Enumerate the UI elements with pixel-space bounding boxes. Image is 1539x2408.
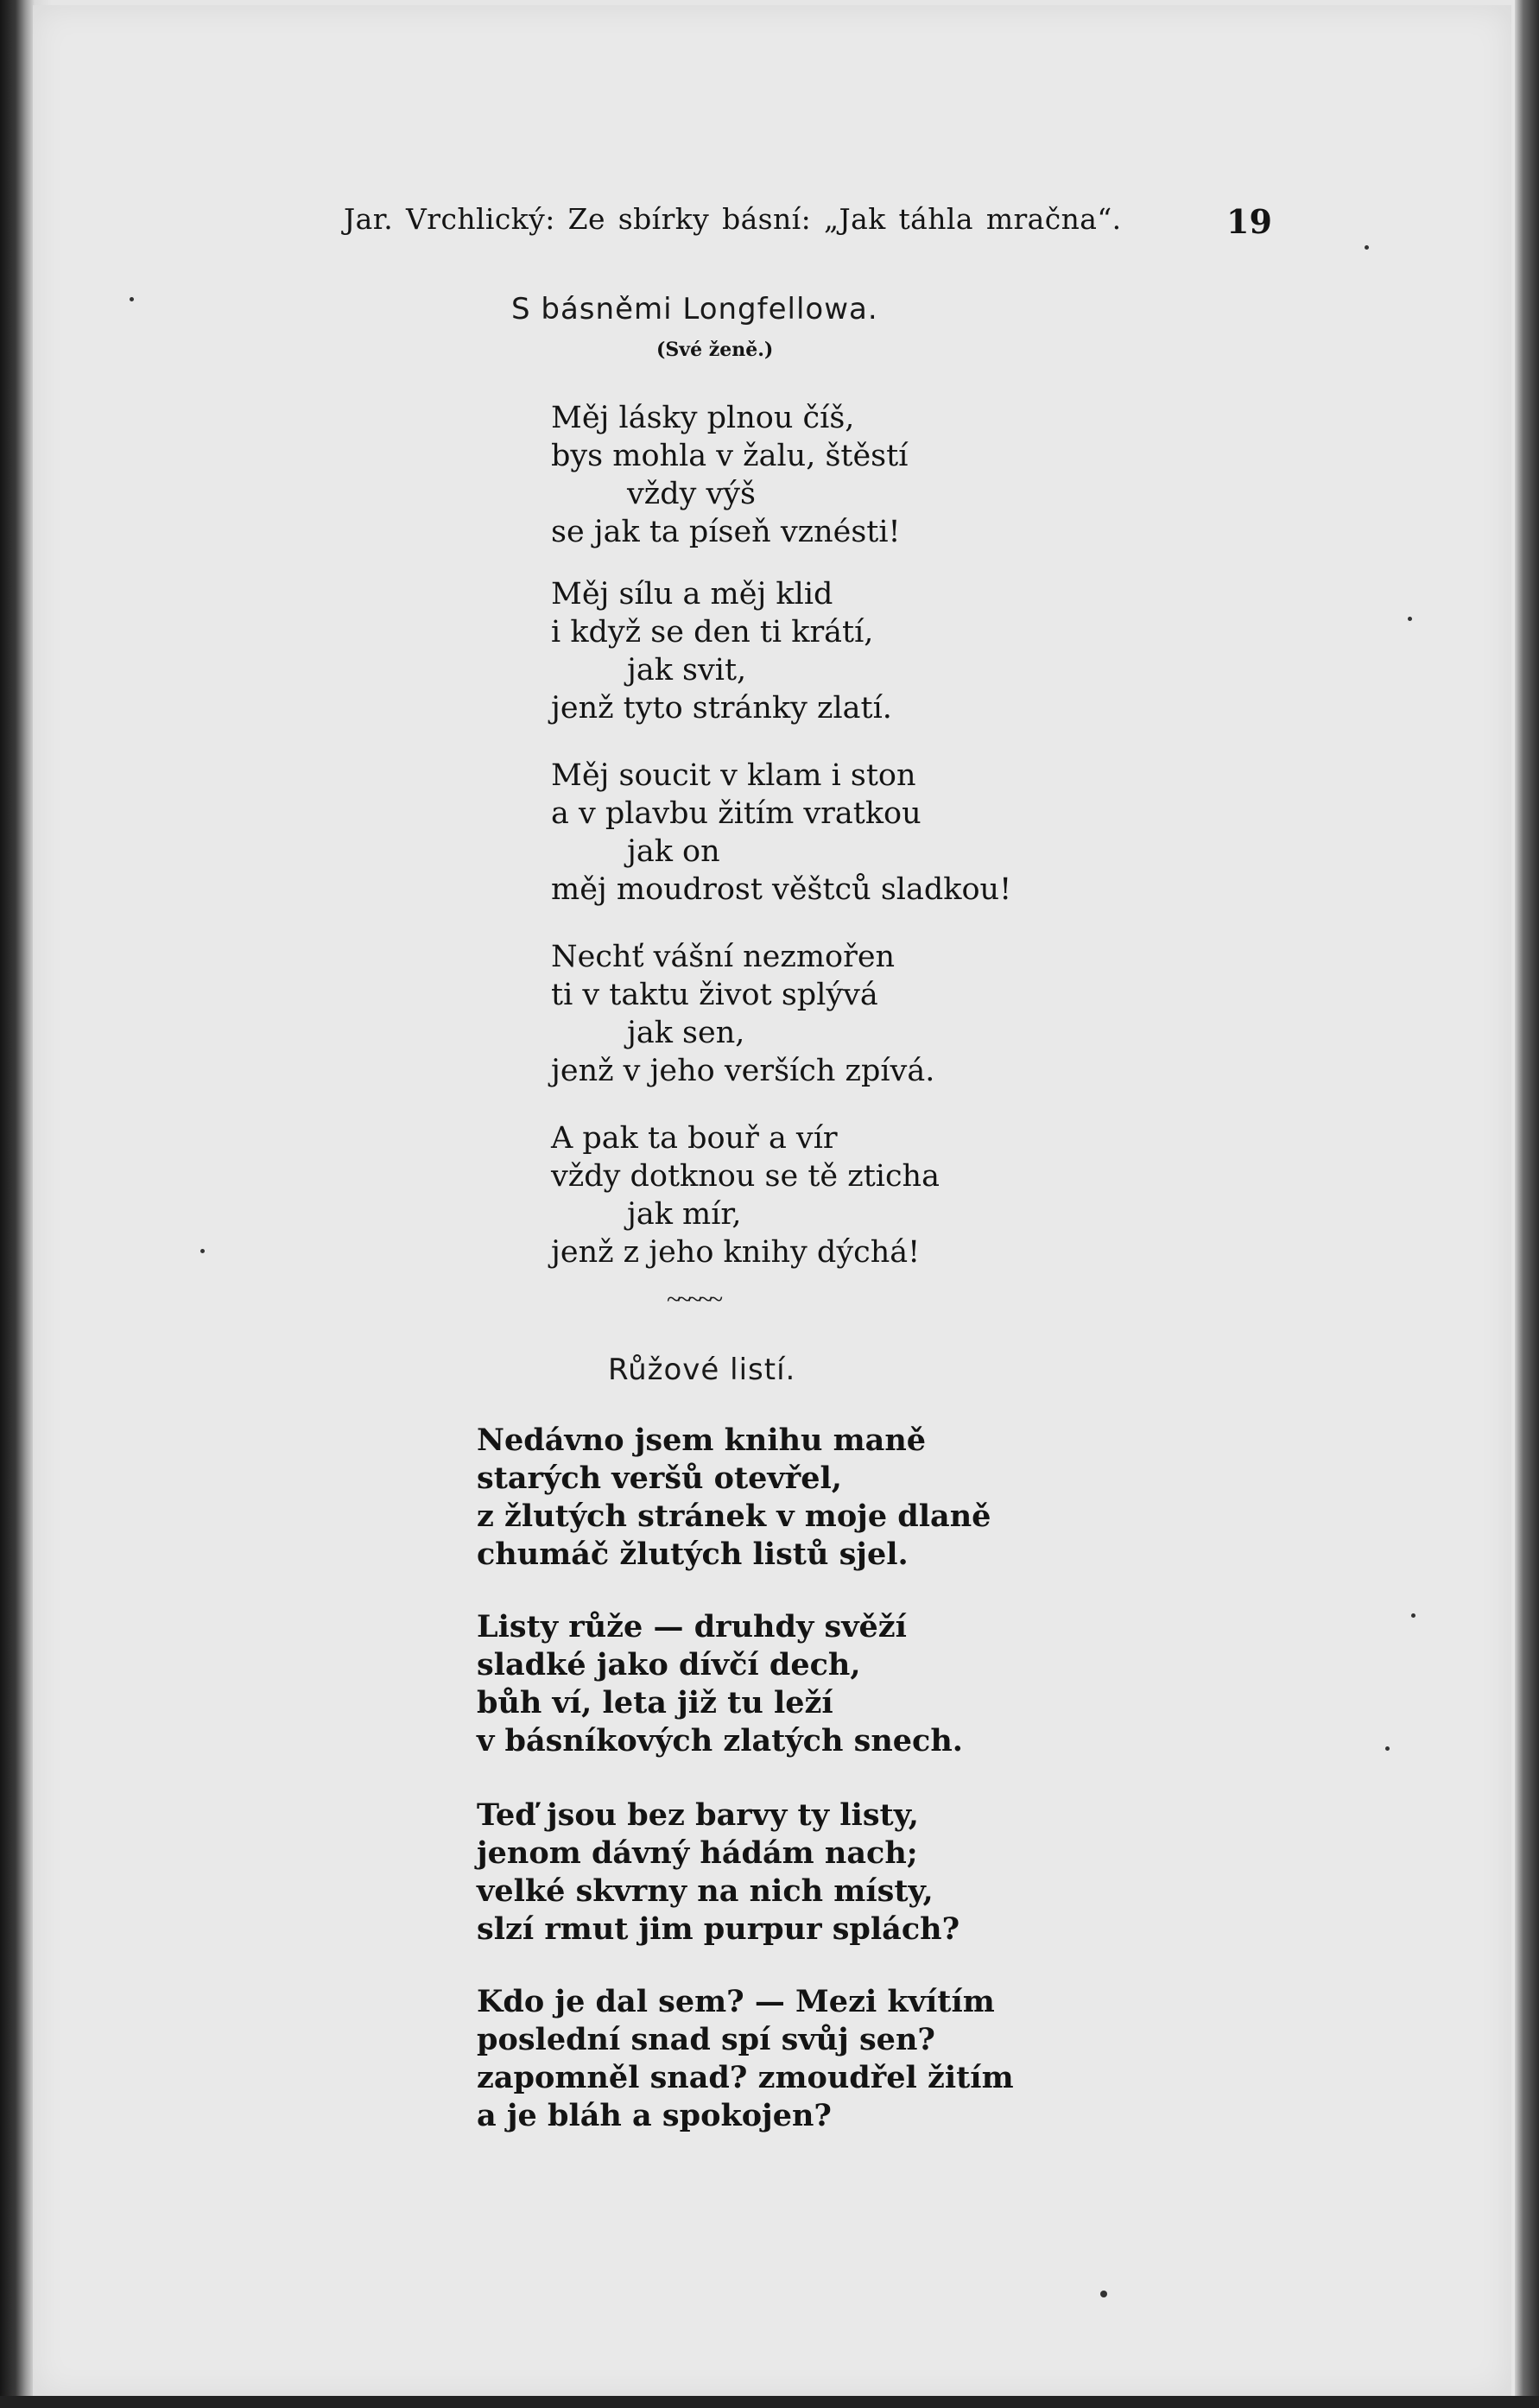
scan-speck bbox=[1411, 1613, 1416, 1618]
verse-line: bůh ví, leta již tu leží bbox=[477, 1685, 833, 1720]
verse-line: měj moudrost věštců sladkou! bbox=[551, 872, 1012, 907]
verse-line: Nechť vášní nezmořen bbox=[551, 940, 896, 974]
poem-title-ruzove-listi: Růžové listí. bbox=[608, 1353, 796, 1387]
verse-line: sladké jako dívčí dech, bbox=[477, 1647, 861, 1682]
verse-line: Listy růže — druhdy svěží bbox=[477, 1609, 907, 1644]
verse-line: Měj soucit v klam i ston bbox=[551, 758, 916, 793]
poem-title-longfellow: S básněmi Longfellowa. bbox=[511, 292, 878, 326]
verse-line: a je bláh a spokojen? bbox=[477, 2098, 832, 2133]
verse-line: Nedávno jsem knihu maně bbox=[477, 1423, 927, 1458]
page-edge-bottom bbox=[0, 2396, 1539, 2408]
verse-line: jenom dávný hádám nach; bbox=[477, 1835, 918, 1871]
verse-line: slzí rmut jim purpur splách? bbox=[477, 1911, 960, 1947]
section-divider-ornament: ~~~~~ bbox=[667, 1285, 720, 1314]
verse-line: z žlutých stránek v moje dlaně bbox=[477, 1499, 991, 1534]
stanza-2 bbox=[551, 575, 892, 727]
verse-line: Teď jsou bez barvy ty listy, bbox=[477, 1797, 919, 1833]
stanza-1 bbox=[551, 399, 908, 551]
verse-line: jak mír, bbox=[627, 1197, 742, 1232]
scan-speck bbox=[1385, 1746, 1390, 1751]
verse-line: a v plavbu žitím vratkou bbox=[551, 796, 922, 831]
page-edge-right bbox=[1515, 0, 1539, 2408]
stanza-5 bbox=[551, 1119, 940, 1271]
running-header: Jar. Vrchlický: Ze sbírky básní: „Jak táhla mračna“. bbox=[344, 202, 1122, 236]
verse-line: vždy výš bbox=[627, 477, 757, 511]
poem-dedication: (Své ženě.) bbox=[656, 339, 774, 361]
verse-line: ti v taktu život splývá bbox=[551, 978, 878, 1012]
verse-line: Měj lásky plnou číš, bbox=[551, 401, 855, 435]
scan-speck bbox=[1100, 2291, 1107, 2297]
scan-speck bbox=[1365, 245, 1369, 250]
verse-line: jak sen, bbox=[627, 1016, 745, 1050]
verse-line: velké skvrny na nich místy, bbox=[477, 1873, 934, 1909]
scan-speck bbox=[1408, 617, 1412, 621]
scan-speck bbox=[130, 297, 134, 301]
verse-line: jenž z jeho knihy dýchá! bbox=[551, 1235, 921, 1270]
stanza-1 bbox=[477, 1422, 991, 1574]
verse-line: jenž v jeho verších zpívá. bbox=[551, 1054, 935, 1088]
verse-line: v básníkových zlatých snech. bbox=[477, 1723, 963, 1758]
stanza-3 bbox=[551, 757, 1011, 909]
verse-line: Měj sílu a měj klid bbox=[551, 577, 833, 612]
verse-line: Kdo je dal sem? — Mezi kvítím bbox=[477, 1984, 995, 2019]
stanza-4 bbox=[551, 938, 934, 1090]
stanza-3 bbox=[477, 1796, 960, 1949]
verse-line: se jak ta píseň vznésti! bbox=[551, 515, 901, 549]
stanza-4 bbox=[477, 1983, 1014, 2135]
verse-line: A pak ta bouř a vír bbox=[551, 1121, 838, 1156]
verse-line: vždy dotknou se tě zticha bbox=[551, 1159, 940, 1194]
verse-line: jak svit, bbox=[627, 653, 747, 688]
verse-line: zapomněl snad? zmoudřel žitím bbox=[477, 2060, 1014, 2095]
verse-line: jenž tyto stránky zlatí. bbox=[551, 691, 892, 726]
verse-line: poslední snad spí svůj sen? bbox=[477, 2022, 935, 2057]
page-number: 19 bbox=[1226, 202, 1272, 241]
scan-speck bbox=[200, 1249, 205, 1253]
verse-line: i když se den ti krátí, bbox=[551, 615, 874, 650]
verse-line: bys mohla v žalu, štěstí bbox=[551, 439, 909, 473]
verse-line: jak on bbox=[627, 834, 720, 869]
verse-line: starých veršů otevřel, bbox=[477, 1461, 842, 1496]
verse-line: chumáč žlutých listů sjel. bbox=[477, 1537, 909, 1572]
stanza-2 bbox=[477, 1608, 963, 1760]
